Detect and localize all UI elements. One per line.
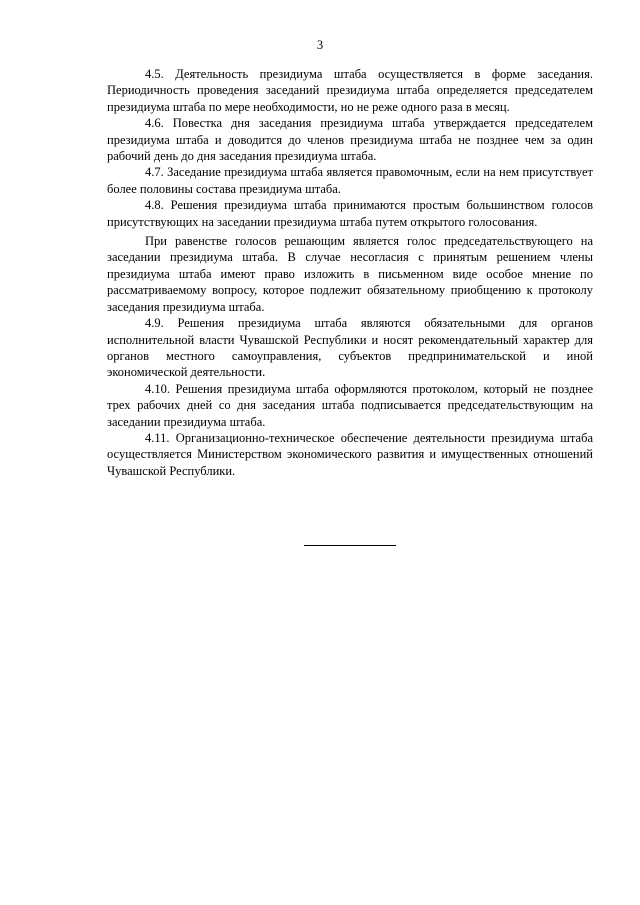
paragraph-4-6: 4.6. Повестка дня заседания президиума штаба утверждается председателем президиума штаба и доводится до членов президиума штаба не позднее чем за один рабочий день до дня заседания президиума штаба. [107, 116, 593, 164]
page-number: 3 [316, 38, 324, 52]
paragraph-4-8-tie-vote: При равенстве голосов решающим является голос председательствующего на заседании президиума штаба. В случае несогласия с принятым решением члены президиума штаба имеют право изложить в письменном виде особое мнение по рассматриваемому вопросу, которое подлежит обязательному приобщению к протоколу заседания президиума штаба. [107, 234, 593, 314]
document-body [107, 66, 593, 479]
paragraph-4-5: 4.5. Деятельность президиума штаба осуществляется в форме заседания. Периодичность проведения заседаний президиума штаба определяется председателем президиума штаба по мере необходимости, но не реже одного раза в месяц. [107, 67, 593, 114]
paragraph-4-7: 4.7. Заседание президиума штаба является правомочным, если на нем присутствует более половины состава президиума штаба. [107, 165, 593, 196]
paragraph-4-10: 4.10. Решения президиума штаба оформляются протоколом, который не позднее трех рабочих дней со дня заседания штаба подписывается председательствующим на заседании президиума штаба. [107, 381, 593, 429]
paragraph-4-11: 4.11. Организационно-техническое обеспечение деятельности президиума штаба осуществляется Министерством экономического развития и имущественных отношений Чувашской Республики. [107, 430, 593, 478]
closing-rule [304, 545, 396, 546]
paragraph-4-9: 4.9. Решения президиума штаба являются обязательными для органов исполнительной власти Чувашской Республики и носят рекомендательный характер для органов местного самоуправления, субъектов предпринимательской и иной экономической деятельности. [107, 316, 593, 380]
paragraph-4-8: 4.8. Решения президиума штаба принимаются простым большинством голосов присутствующих на заседании президиума штаба путем открытого голосования. [107, 198, 593, 229]
